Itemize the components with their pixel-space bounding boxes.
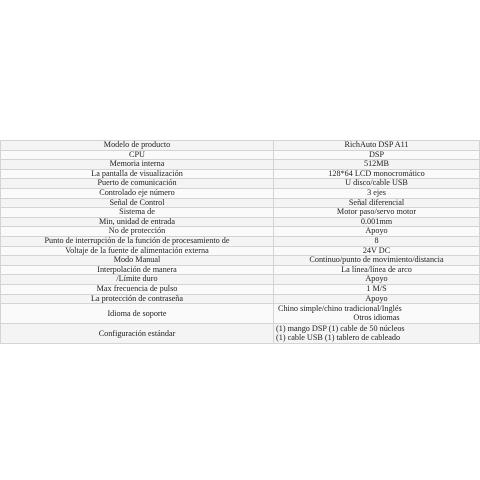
spec-value: 128*64 LCD monocromático	[274, 169, 480, 179]
spec-key: La pantalla de visualización	[1, 169, 274, 179]
table-row	[1, 160, 480, 170]
spec-value: 3 ejes	[274, 188, 480, 198]
spec-value: 0.001mm	[274, 217, 480, 227]
table-row	[1, 198, 480, 208]
spec-value: 1 M/S	[274, 284, 480, 294]
table-row	[1, 141, 480, 151]
table-row	[1, 246, 480, 256]
table-row	[1, 169, 480, 179]
spec-key: Sistema de	[1, 208, 274, 218]
table-row	[1, 236, 480, 246]
config-line: (1) cable USB (1) tablero de cableado	[276, 333, 401, 343]
config-line: (1) mango DSP (1) cable de 50 núcleos	[276, 323, 405, 333]
spec-key: CPU	[1, 150, 274, 160]
spec-table-body	[1, 141, 480, 344]
spec-key: No de protección	[1, 227, 274, 237]
spec-value: Continuo/punto de movimiento/distancia	[274, 256, 480, 266]
spec-key: Voltaje de la fuente de alimentación externa	[1, 246, 274, 256]
spec-key: Modo Manual	[1, 256, 274, 266]
spec-value: La línea/línea de arco	[274, 265, 480, 275]
language-line: Otros idiomas	[353, 313, 400, 323]
spec-value: Motor paso/servo motor	[274, 208, 480, 218]
spec-value: Apoyo	[274, 294, 480, 304]
spec-key: Min, unidad de entrada	[1, 217, 274, 227]
table-row	[1, 284, 480, 294]
spec-value: Apoyo	[274, 227, 480, 237]
table-row	[1, 275, 480, 285]
table-row	[1, 265, 480, 275]
spec-value: Apoyo	[274, 275, 480, 285]
spec-key: /Límite duro	[1, 275, 274, 285]
spec-value-language	[274, 304, 480, 324]
spec-value: RichAuto DSP A11	[274, 141, 480, 151]
spec-key: Idioma de soporte	[1, 304, 274, 324]
spec-key: Punto de interrupción de la función de procesamiento de	[1, 236, 274, 246]
table-row	[1, 208, 480, 218]
language-line: Chino simple/chino tradicional/Inglés	[278, 304, 402, 314]
spec-key: Interpolación de manera	[1, 265, 274, 275]
spec-key: Modelo de producto	[1, 141, 274, 151]
spec-table	[0, 140, 480, 344]
spec-value: U disco/cable USB	[274, 179, 480, 189]
table-row-language	[1, 304, 480, 324]
table-row	[1, 179, 480, 189]
table-row	[1, 150, 480, 160]
spec-key: Señal de Control	[1, 198, 274, 208]
spec-key: Controlado eje número	[1, 188, 274, 198]
spec-key: Max frecuencia de pulso	[1, 284, 274, 294]
spec-value: Señal diferencial	[274, 198, 480, 208]
table-row	[1, 188, 480, 198]
spec-key: Memoria interna	[1, 160, 274, 170]
spec-key: Configuración estándar	[1, 323, 274, 343]
spec-value: 8	[274, 236, 480, 246]
spec-key: Puerto de comunicación	[1, 179, 274, 189]
table-row-config	[1, 323, 480, 343]
table-row	[1, 294, 480, 304]
spec-value-config	[274, 323, 480, 343]
table-row	[1, 217, 480, 227]
spec-value: 512MB	[274, 160, 480, 170]
spec-key: La protección de contraseña	[1, 294, 274, 304]
table-row	[1, 227, 480, 237]
spec-value: DSP	[274, 150, 480, 160]
table-row	[1, 256, 480, 266]
spec-value: 24V DC	[274, 246, 480, 256]
